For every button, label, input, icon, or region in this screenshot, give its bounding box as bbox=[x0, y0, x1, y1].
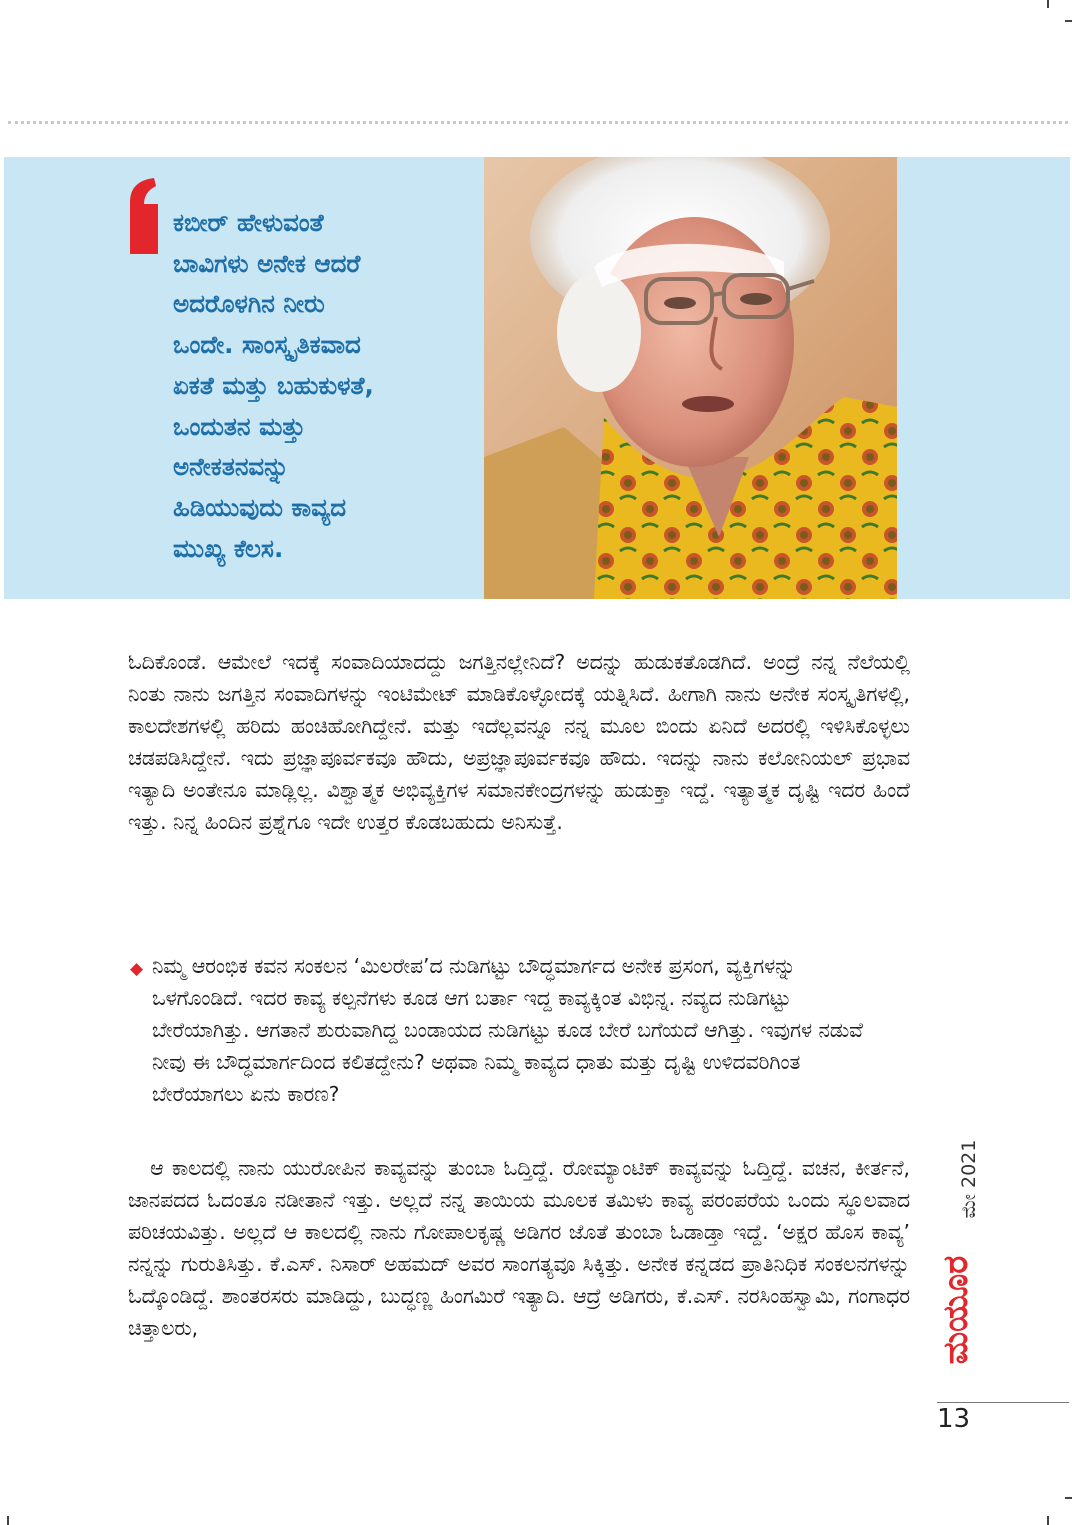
crop-mark bbox=[1065, 1497, 1072, 1499]
crop-mark bbox=[1065, 20, 1072, 22]
page-number: 13 bbox=[937, 1404, 971, 1434]
magazine-logo bbox=[936, 1236, 976, 1384]
crop-mark bbox=[1047, 0, 1049, 8]
body-paragraph-2: ಆ ಕಾಲದಲ್ಲಿ ನಾನು ಯುರೋಪಿನ ಕಾವ್ಯವನ್ನು ತುಂಬಾ ಓದ್ತಿದ್ದೆ. ರೋಮ್ಯಾಂಟಿಕ್ ಕಾವ್ಯವನ್ನು ಓದ್ತಿದ್ದೆ. ವಚನ, ಕೀರ್ತನೆ, ಜಾನಪದದ ಓದಂತೂ ನಡೀತಾನೆ ಇತ್ತು. ಅಲ್ಲದೆ ನನ್ನ ತಾಯಿಯ ಮೂಲಕ ತಮಿಳು ಕಾವ್ಯ ಪರಂಪರೆಯ ಒಂದು ಸ್ಥೂಲವಾದ ಪರಿಚಯವಿತ್ತು. ಅಲ್ಲದೆ ಆ ಕಾಲದಲ್ಲಿ ನಾನು ಗೋಪಾಲಕೃಷ್ಣ ಅಡಿಗರ ಜೊತೆ ತುಂಬಾ ಓಡಾಡ್ತಾ ಇದ್ದೆ. ‘ಅಕ್ಷರ ಹೊಸ ಕಾವ್ಯ’ ನನ್ನನ್ನು ಗುರುತಿಸಿತ್ತು. ಕೆ.ಎಸ್. ನಿಸಾರ್ ಅಹಮದ್ ಅವರ ಸಾಂಗತ್ಯವೂ ಸಿಕ್ಕಿತ್ತು. ಅನೇಕ ಕನ್ನಡದ ಪ್ರಾತಿನಿಧಿಕ ಸಂಕಲನಗಳನ್ನು ಓದ್ಕೊಂಡಿದ್ದೆ. ಶಾಂತರಸರು ಮಾಡಿದ್ದು, ಬುದ್ಧಣ್ಣ ಹಿಂಗಮಿರೆ ಇತ್ಯಾದಿ. ಆದ್ರೆ ಅಡಿಗರು, ಕೆ.ಎಸ್. ನರಸಿಂಹಸ್ವಾಮಿ, ಗಂಗಾಧರ ಚಿತ್ತಾಲರು, bbox=[128, 1156, 910, 1340]
pull-quote-text: ಕಬೀರ್ ಹೇಳುವಂತೆ ಬಾವಿಗಳು ಅನೇಕ ಆದರೆ ಅದರೊಳಗಿನ ನೀರು ಒಂದೇ. ಸಾಂಸ್ಕೃತಿಕವಾದ ಏಕತೆ ಮತ್ತು ಬಹುಕುಳತೆ, ಒಂದುತನ ಮತ್ತು ಅನೇಕತನವನ್ನು ಹಿಡಿಯುವುದು ಕಾವ್ಯದ ಮುಖ್ಯ ಕೆಲಸ. bbox=[173, 208, 374, 563]
crop-mark bbox=[7, 1516, 9, 1525]
body-paragraph-1: ಓದಿಕೊಂಡೆ. ಆಮೇಲೆ ಇದಕ್ಕೆ ಸಂವಾದಿಯಾದದ್ದು ಜಗತ್ತಿನಲ್ಲೇನಿದೆ? ಅದನ್ನು ಹುಡುಕತೊಡಗಿದೆ. ಅಂದ್ರೆ ನನ್ನ ನೆಲೆಯಲ್ಲಿ ನಿಂತು ನಾನು ಜಗತ್ತಿನ ಸಂವಾದಿಗಳನ್ನು ಇಂಟಿಮೇಟ್ ಮಾಡಿಕೊಳ್ಳೋದಕ್ಕೆ ಯತ್ನಿಸಿದೆ. ಹೀಗಾಗಿ ನಾನು ಅನೇಕ ಸಂಸ್ಕೃತಿಗಳಲ್ಲಿ, ಕಾಲದೇಶಗಳಲ್ಲಿ ಹರಿದು ಹಂಚಿಹೋಗಿದ್ದೇನೆ. ಮತ್ತು ಇದೆಲ್ಲವನ್ನೂ ನನ್ನ ಮೂಲ ಬಿಂದು ಏನಿದೆ ಅದರಲ್ಲಿ ಇಳಿಸಿಕೊಳ್ಳಲು ಚಡಪಡಿಸಿದ್ದೇನೆ. ಇದು ಪ್ರಜ್ಞಾಪೂರ್ವಕವೂ ಹೌದು, ಅಪ್ರಜ್ಞಾಪೂರ್ವಕವೂ ಹೌದು. ಇದನ್ನು ನಾನು ಕಲೋನಿಯಲ್ ಪ್ರಭಾವ ಇತ್ಯಾದಿ ಅಂತೇನೂ ಮಾಡ್ಲಿಲ್ಲ. ವಿಶ್ವಾತ್ಮಕ ಅಭಿವ್ಯಕ್ತಿಗಳ ಸಮಾನಕೇಂದ್ರಗಳನ್ನು ಹುಡುಕ್ತಾ ಇದ್ದೆ. ಇತ್ಯಾತ್ಮಕ ದೃಷ್ಟಿ ಇದರ ಹಿಂದೆ ಇತ್ತು. ನಿನ್ನ ಹಿಂದಿನ ಪ್ರಶ್ನೆಗೂ ಇದೇ ಉತ್ತರ ಕೊಡಬಹುದು ಅನಿಸುತ್ತೆ. bbox=[128, 650, 910, 834]
question-bullet-icon: ◆ bbox=[130, 959, 144, 979]
portrait-photo bbox=[484, 157, 897, 599]
top-dotted-rule bbox=[8, 121, 1068, 124]
quote-mark-icon bbox=[124, 178, 160, 256]
interview-question: ನಿಮ್ಮ ಆರಂಭಿಕ ಕವನ ಸಂಕಲನ ‘ಮಿಲರೇಪ’ದ ನುಡಿಗಟ್ಟು ಬೌದ್ಧಮಾರ್ಗದ ಅನೇಕ ಪ್ರಸಂಗ, ವ್ಯಕ್ತಿಗಳನ್ನು ಒಳಗೊಂಡಿದೆ. ಇದರ ಕಾವ್ಯ ಕಲ್ಪನೆಗಳು ಕೂಡ ಆಗ ಬರ್ತಾ ಇದ್ದ ಕಾವ್ಯಕ್ಕಿಂತ ವಿಭಿನ್ನ. ನವ್ಯದ ನುಡಿಗಟ್ಟು ಬೇರೆಯಾಗಿತ್ತು. ಆಗತಾನೆ ಶುರುವಾಗಿದ್ದ ಬಂಡಾಯದ ನುಡಿಗಟ್ಟು ಕೂಡ ಬೇರೆ ಬಗೆಯದೆ ಆಗಿತ್ತು. ಇವುಗಳ ನಡುವೆ ನೀವು ಈ ಬೌದ್ಧಮಾರ್ಗದಿಂದ ಕಲಿತದ್ದೇನು? ಅಥವಾ ನಿಮ್ಮ ಕಾವ್ಯದ ಧಾತು ಮತ್ತು ದೃಷ್ಟಿ ಉಳಿದವರಿಗಿಂತ ಬೇರೆಯಾಗಲು ಏನು ಕಾರಣ? bbox=[152, 954, 863, 1106]
issue-date-text: ಮೇ 2021 bbox=[958, 1139, 980, 1219]
magazine-logo-text: ಮಯೂರ bbox=[936, 1255, 976, 1365]
footer-rule bbox=[937, 1402, 1069, 1403]
crop-mark bbox=[1047, 1516, 1049, 1525]
issue-date bbox=[954, 1135, 982, 1230]
